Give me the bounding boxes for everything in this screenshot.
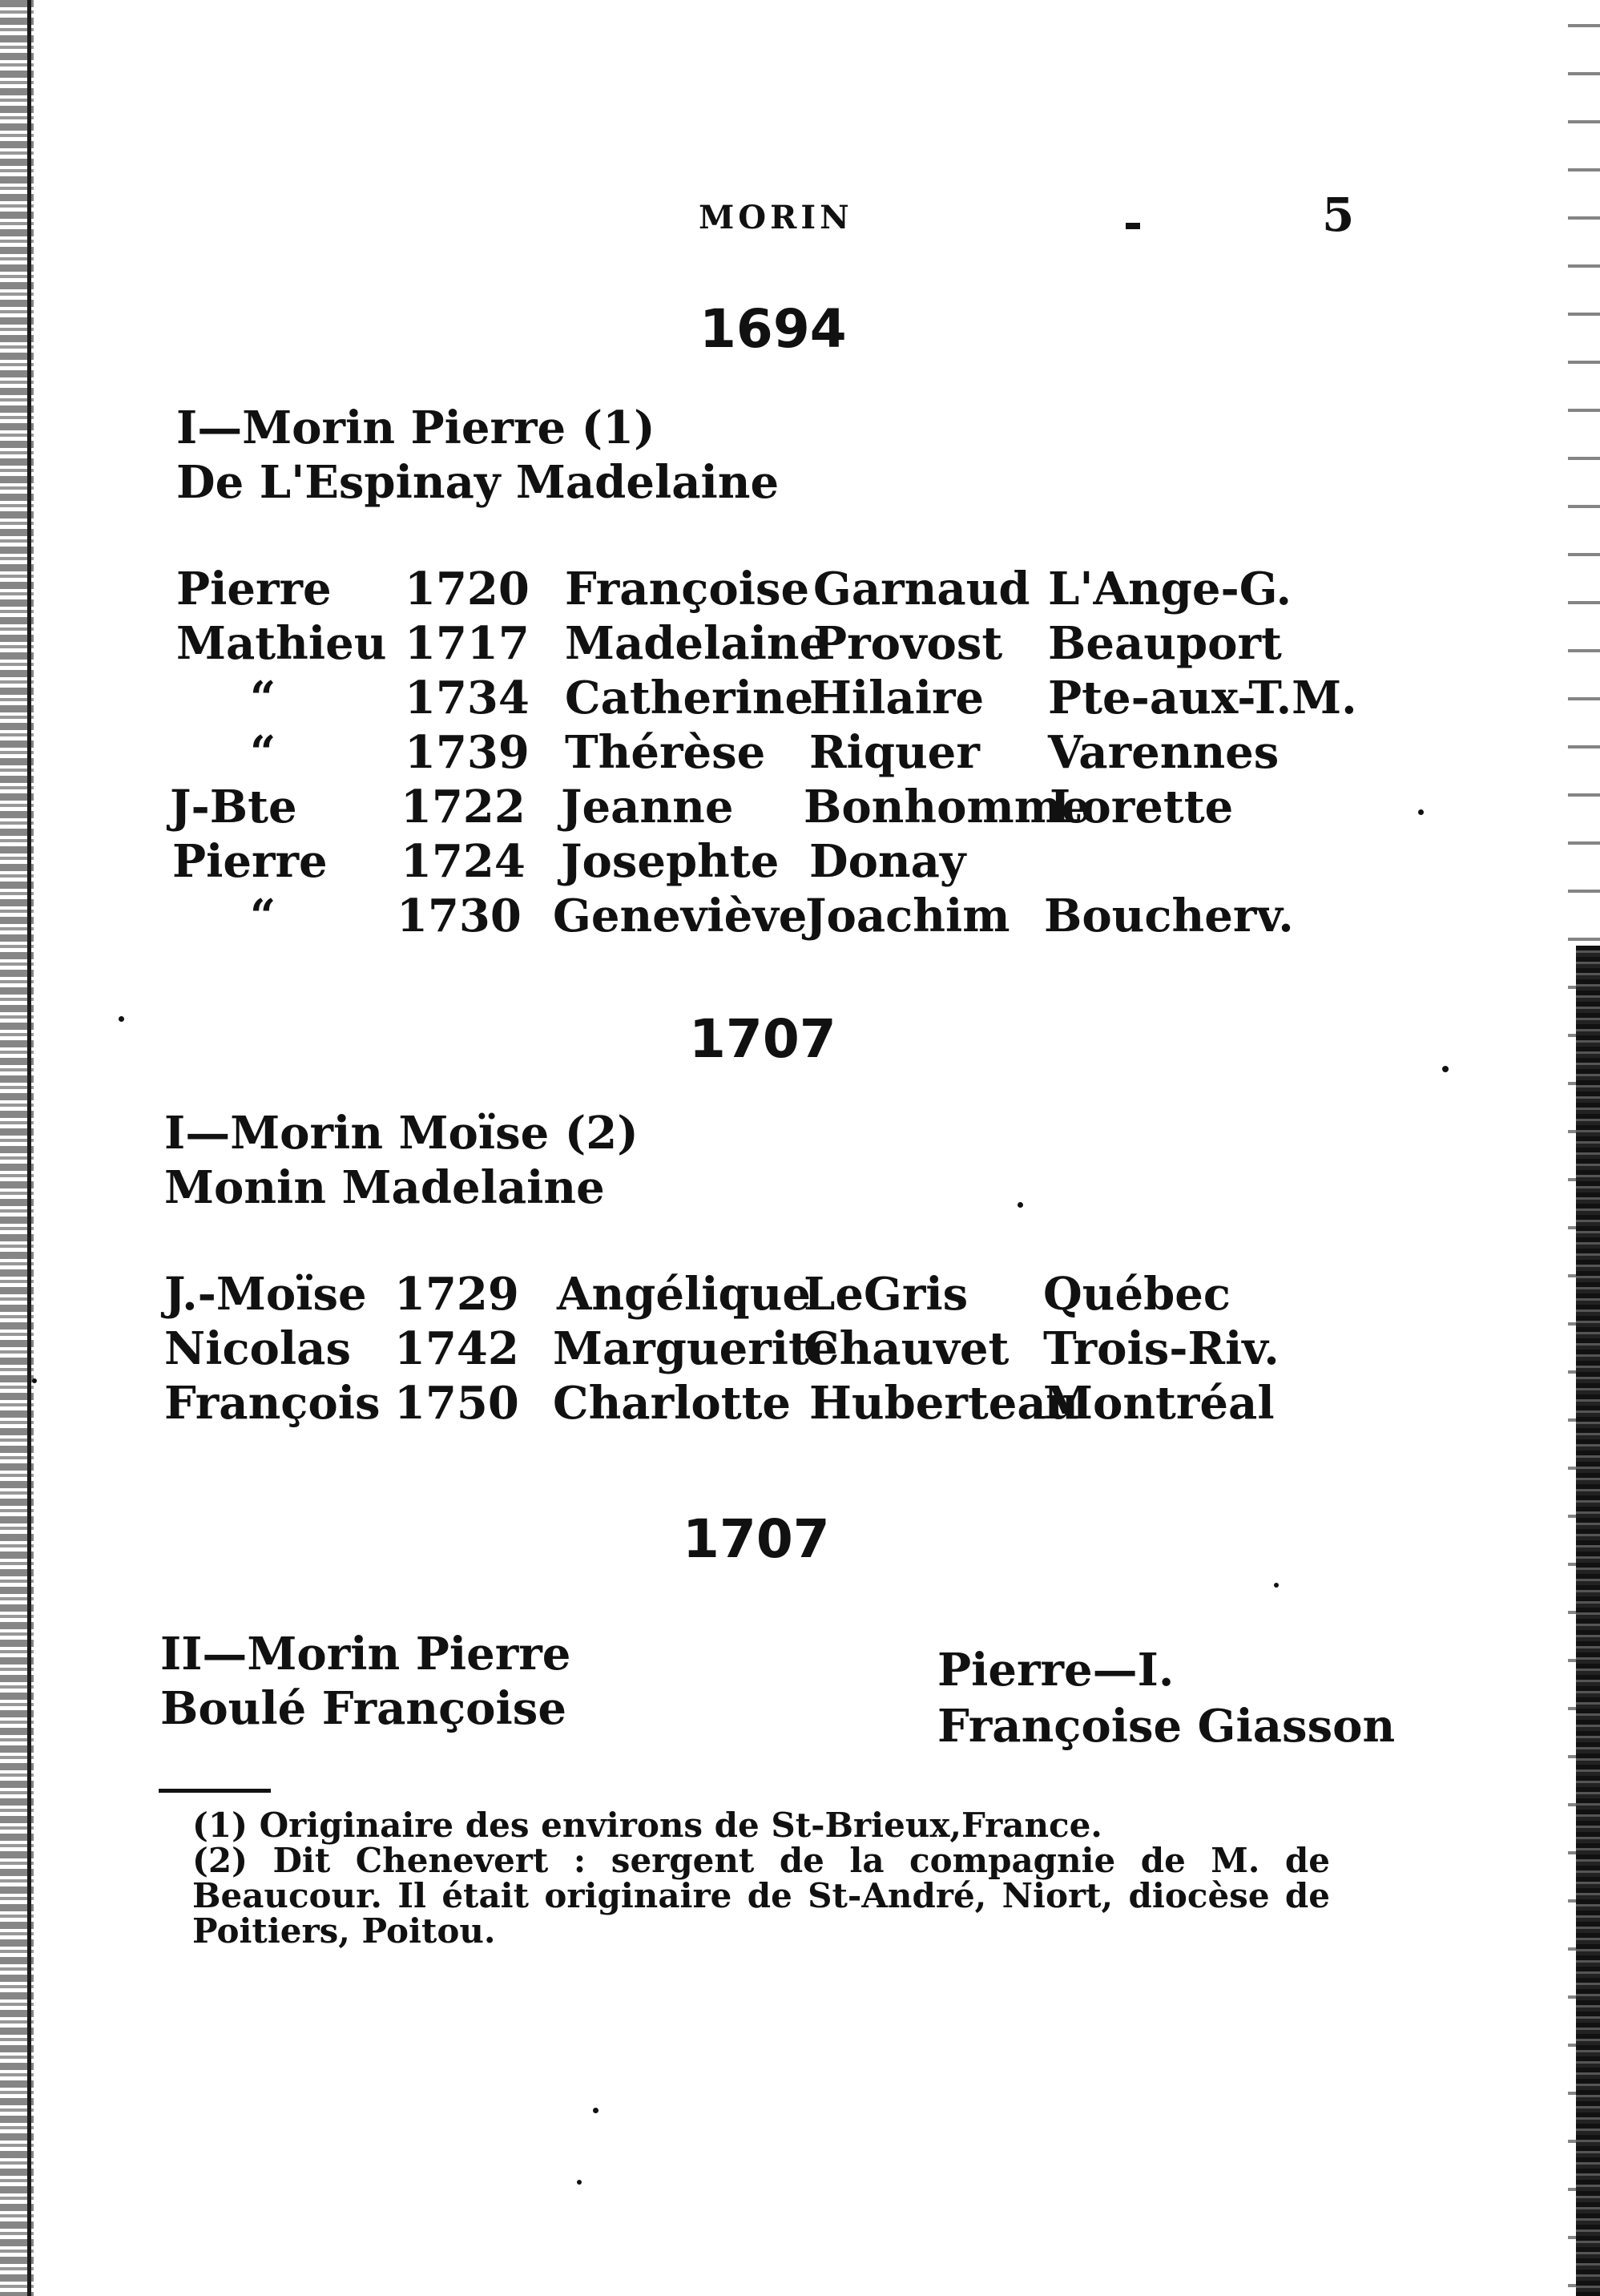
spouse-last-name: Donay: [809, 835, 966, 888]
running-title: MORIN: [699, 199, 853, 236]
marriage-year: 1742: [394, 1322, 519, 1375]
scan-speck: [593, 2108, 598, 2113]
marriage-place: Boucherv.: [1044, 890, 1294, 942]
table-row: [0, 563, 1600, 617]
husband-name: I—Morin Pierre (1): [176, 401, 655, 454]
spouse-last-name: Garnaud: [813, 563, 1030, 615]
table-row: [0, 726, 1600, 781]
spouse-first-name: Thérèse: [565, 726, 766, 779]
spouse-last-name: Provost: [813, 617, 1003, 670]
spouse-last-name: LeGris: [804, 1268, 969, 1321]
marriage-place: Trois-Riv.: [1043, 1322, 1280, 1375]
marriage-year: 1739: [405, 726, 530, 779]
spouse-first-name: Jeanne: [561, 781, 734, 833]
table-row: [0, 890, 1600, 944]
scan-edge-left-line: [27, 0, 31, 2296]
child-name: Pierre: [172, 835, 328, 888]
scan-speck: [577, 2180, 582, 2185]
wife-name: Monin Madelaine: [164, 1161, 605, 1214]
marriage-year: 1734: [405, 672, 530, 724]
spouse-last-name: Chauvet: [804, 1322, 1010, 1375]
marriage-year: 1724: [401, 835, 526, 888]
child-name: Mathieu: [176, 617, 387, 670]
table-row: [0, 835, 1600, 890]
child-name: Nicolas: [164, 1322, 351, 1375]
marriage-place: Pte-aux-T.M.: [1048, 672, 1357, 724]
footnote-1: (1) Originaire des environs de St-Brieux,France.: [192, 1806, 1102, 1845]
scan-speck: [119, 1016, 124, 1022]
marriage-year: 1720: [405, 563, 530, 615]
child-name: Pierre: [176, 563, 332, 615]
header-dash: [1126, 223, 1140, 229]
table-row: [0, 617, 1600, 672]
footnote-rule: [159, 1789, 271, 1793]
spouse-last-name: Riquer: [809, 726, 980, 779]
spouse-first-name: Josephte: [561, 835, 780, 888]
spouse-first-name: Charlotte: [553, 1377, 792, 1430]
child-name: J.-Moïse: [164, 1268, 367, 1321]
child-name: “: [250, 890, 276, 942]
marriage-place: Beauport: [1048, 617, 1282, 670]
table-row: [0, 1322, 1600, 1377]
scan-speck: [1442, 1066, 1449, 1072]
marriage-year: 1722: [401, 781, 526, 833]
marriage-year: 1729: [394, 1268, 519, 1321]
spouse-first-name: Catherine: [565, 672, 814, 724]
table-row: [0, 781, 1600, 835]
parents-father: Pierre—I.: [937, 1644, 1175, 1697]
spouse-first-name: Geneviève: [553, 890, 808, 942]
marriage-year: 1730: [397, 890, 522, 942]
scan-speck: [1274, 1583, 1279, 1588]
spouse-last-name: Joachim: [805, 890, 1010, 942]
child-name: François: [164, 1377, 381, 1430]
husband-name: II—Morin Pierre: [160, 1628, 571, 1681]
spouse-last-name: Huberteau: [809, 1377, 1079, 1430]
marriage-year: 1717: [405, 617, 530, 670]
child-name: J-Bte: [170, 781, 297, 833]
wife-name: Boulé Françoise: [160, 1682, 566, 1735]
scan-edge-right-band: [1576, 946, 1600, 2296]
footnote-2: (2) Dit Chenevert : sergent de la compagnie de M. de Beaucour. Il était originaire de St-André, Niort, diocèse de Poitiers, Poitou.: [192, 1841, 1330, 1951]
spouse-first-name: Madelaine: [565, 617, 828, 670]
section-year: 1707: [683, 1508, 830, 1570]
scan-speck: [1418, 809, 1424, 815]
marriage-place: Lorette: [1050, 781, 1234, 833]
spouse-last-name: Bonhomme: [804, 781, 1090, 833]
scan-speck: [1018, 1202, 1023, 1208]
scan-speck: [32, 1378, 37, 1383]
child-name: “: [250, 726, 276, 779]
table-row: [0, 1268, 1600, 1322]
section-year: 1707: [689, 1008, 836, 1070]
wife-name: De L'Espinay Madelaine: [176, 456, 780, 509]
marriage-place: L'Ange-G.: [1048, 563, 1292, 615]
table-row: [0, 672, 1600, 726]
husband-name: I—Morin Moïse (2): [164, 1107, 639, 1160]
spouse-first-name: Françoise: [565, 563, 810, 615]
child-name: “: [250, 672, 276, 724]
spouse-last-name: Hilaire: [809, 672, 985, 724]
spouse-first-name: Marguerite: [553, 1322, 838, 1375]
section-year: 1694: [699, 298, 847, 360]
parents-mother: Françoise Giasson: [937, 1700, 1396, 1753]
page-number: 5: [1322, 188, 1355, 242]
footnotes: [152, 1808, 1330, 1949]
spouse-first-name: Angélique: [557, 1268, 811, 1321]
marriage-year: 1750: [394, 1377, 519, 1430]
marriage-place: Québec: [1043, 1268, 1231, 1321]
marriage-place: Varennes: [1048, 726, 1280, 779]
marriage-place: Montréal: [1043, 1377, 1275, 1430]
table-row: [0, 1377, 1600, 1431]
